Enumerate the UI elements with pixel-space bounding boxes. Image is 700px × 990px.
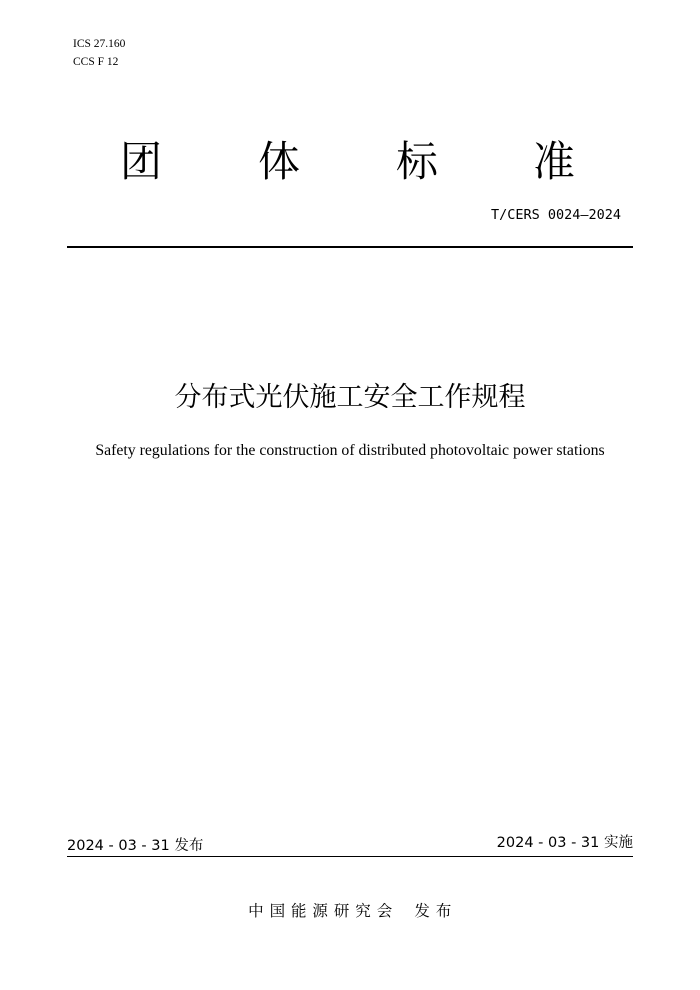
standard-type-char: 准 <box>532 137 575 186</box>
publisher-line: 中 国 能 源 研 究 会 发 布 <box>248 902 452 920</box>
standard-type-char: 标 <box>395 137 438 186</box>
ics-code: ICS 27.160 <box>73 38 126 50</box>
standard-type-char: 体 <box>257 137 300 186</box>
classification-codes <box>73 35 125 71</box>
top-divider <box>67 246 633 248</box>
document-title-chinese: 分布式光伏施工安全工作规程 <box>174 382 526 413</box>
implementation-date: 2024 - 03 - 31 实施 <box>496 835 633 851</box>
bottom-divider <box>67 856 633 857</box>
standard-type-char: 团 <box>119 137 162 186</box>
issue-date: 2024 - 03 - 31 发布 <box>67 838 204 854</box>
document-title-english: Safety regulations for the construction of distributed photovoltaic power stations <box>95 442 605 459</box>
ccs-code: CCS F 12 <box>73 56 119 68</box>
standard-type-heading <box>0 134 700 190</box>
standard-number: T/CERS 0024—2024 <box>490 207 621 223</box>
